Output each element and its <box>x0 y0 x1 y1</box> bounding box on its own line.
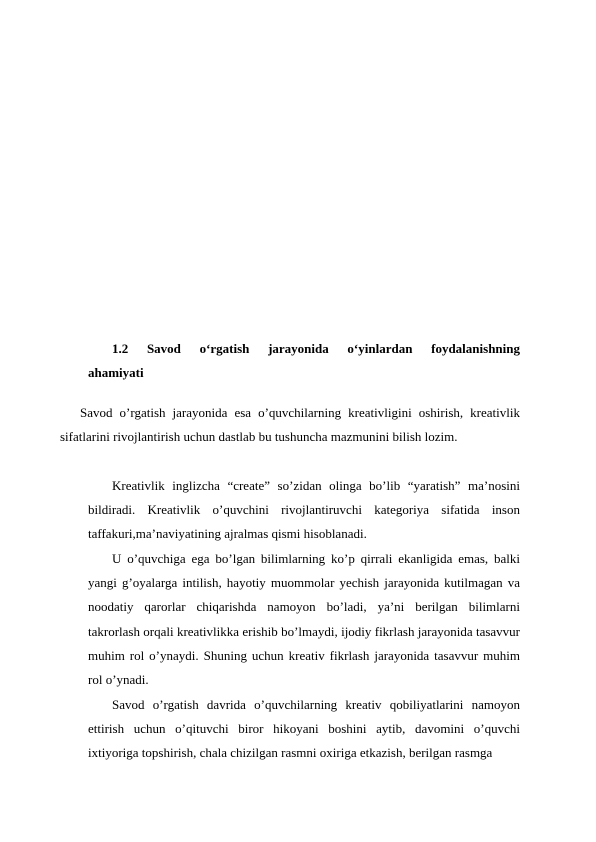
section-title-line2: ahamiyati <box>88 365 144 380</box>
paragraph: U o’quvchiga ega bo’lgan bilimlarning ko’p qirrali ekanligida emas, balki yangi g’oyalarga intilish, hayotiy muommolar yechish jarayonida kutilmagan va noodatiy qarorlar chiqarishda namoyon bo’ladi, ya’ni berilgan bilimlarni takrorlash orqali kreativlikka erishib bo’lmaydi, ijodiy fikrlash jarayonida tasavvur muhim rol o’ynaydi. Shuning uchun kreativ fikrlash jarayonida tasavvur muhim rol o’ynadi. <box>88 551 520 688</box>
section-heading <box>88 337 520 361</box>
section-number: 1.2 <box>112 341 129 356</box>
paragraph: Kreativlik inglizcha “create” so’zidan olinga bo’lib “yaratish” ma’nosini bildiradi. Kreativlik o’quvchini rivojlantiruvchi kategoriya sifatida inson taffakuri,ma’naviyatining ajralmas qismi hisoblanadi. <box>88 478 520 542</box>
paragraph: Savod o’rgatish jarayonida esa o’quvchilarning kreativligini oshirish, kreativlik sifatlarini rivojlantirish uchun dastlab bu tushuncha mazmunini bilish lozim. <box>60 405 520 445</box>
paragraph: Savod o’rgatish davrida o’quvchilarning kreativ qobiliyatlarini namoyon ettirish uchun o’qituvchi biror hikoyani boshini aytib, davomini o’quvchi ixtiyoriga topshirish, chala chizilgan rasmni oxiriga etkazish, berilgan rasmga <box>88 697 520 761</box>
section-title-line1: Savod o‘rgatish jarayonida o‘yinlardan foydalanishning <box>146 341 520 356</box>
